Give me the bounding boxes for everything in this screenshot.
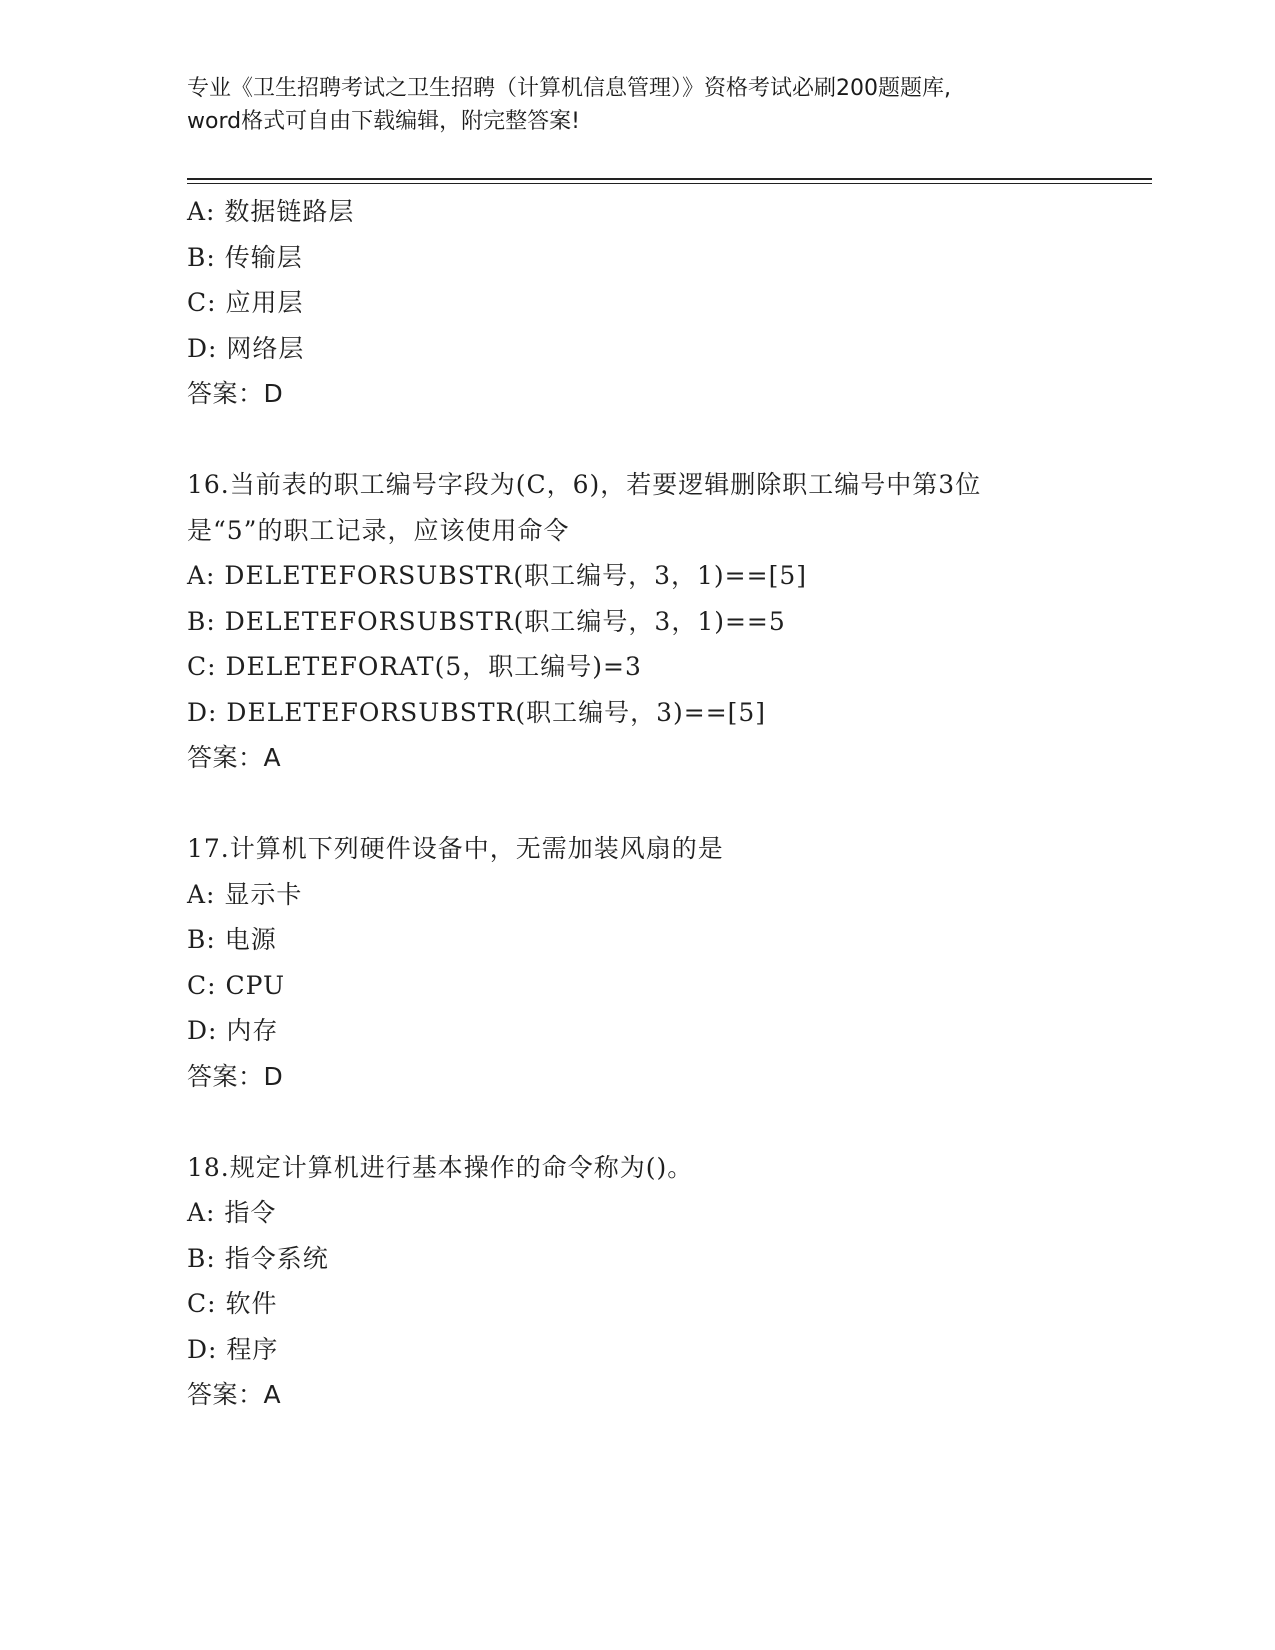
document-header (187, 72, 1087, 138)
answer-line: 答案：D (187, 1061, 284, 1091)
option-d: D: DELETEFORSUBSTR(职工编号，3)==[5] (187, 697, 767, 727)
answer-line: 答案：A (187, 743, 282, 772)
header-divider-top (187, 178, 1152, 180)
header-divider-bottom (187, 183, 1152, 184)
question-list (187, 189, 1147, 1418)
option-a: A: 显示卡 (187, 879, 303, 909)
header-title-line2: word格式可自由下载编辑，附完整答案! (187, 109, 580, 134)
question-18-block (187, 1145, 1147, 1418)
option-c: C: 软件 (187, 1289, 278, 1318)
answer-line: 答案：D (187, 379, 284, 408)
option-c: C: DELETEFORAT(5，职工编号)=3 (187, 652, 642, 681)
option-c: C: CPU (187, 970, 286, 1000)
spacer (187, 781, 1147, 827)
spacer (187, 1099, 1147, 1145)
question-stem: 16.当前表的职工编号字段为(C，6)，若要逻辑删除职工编号中第3位 (187, 470, 982, 499)
option-c: C: 应用层 (187, 288, 304, 317)
answer-line: 答案：A (187, 1380, 282, 1409)
option-a: A: DELETEFORSUBSTR(职工编号，3，1)==[5] (187, 561, 807, 590)
option-a: A: 数据链路层 (187, 197, 355, 226)
question-16-block (187, 462, 1147, 781)
header-title-line1: 专业《卫生招聘考试之卫生招聘（计算机信息管理）》资格考试必刷200题题库, (187, 76, 951, 101)
question-stem-continued: 是“5”的职工记录，应该使用命令 (187, 515, 570, 545)
option-d: D: 程序 (187, 1334, 279, 1364)
question-17-block (187, 826, 1147, 1099)
question-stem: 17.计算机下列硬件设备中，无需加装风扇的是 (187, 834, 724, 863)
option-d: D: 网络层 (187, 333, 305, 363)
spacer (187, 417, 1147, 463)
option-d: D: 内存 (187, 1016, 279, 1045)
option-b: B: 传输层 (187, 242, 303, 272)
option-b: B: 指令系统 (187, 1243, 329, 1273)
question-15-block (187, 189, 1147, 417)
option-a: A: 指令 (187, 1198, 277, 1227)
question-stem: 18.规定计算机进行基本操作的命令称为()。 (187, 1152, 694, 1182)
option-b: B: DELETEFORSUBSTR(职工编号，3，1)==5 (187, 606, 786, 636)
option-b: B: 电源 (187, 925, 277, 954)
